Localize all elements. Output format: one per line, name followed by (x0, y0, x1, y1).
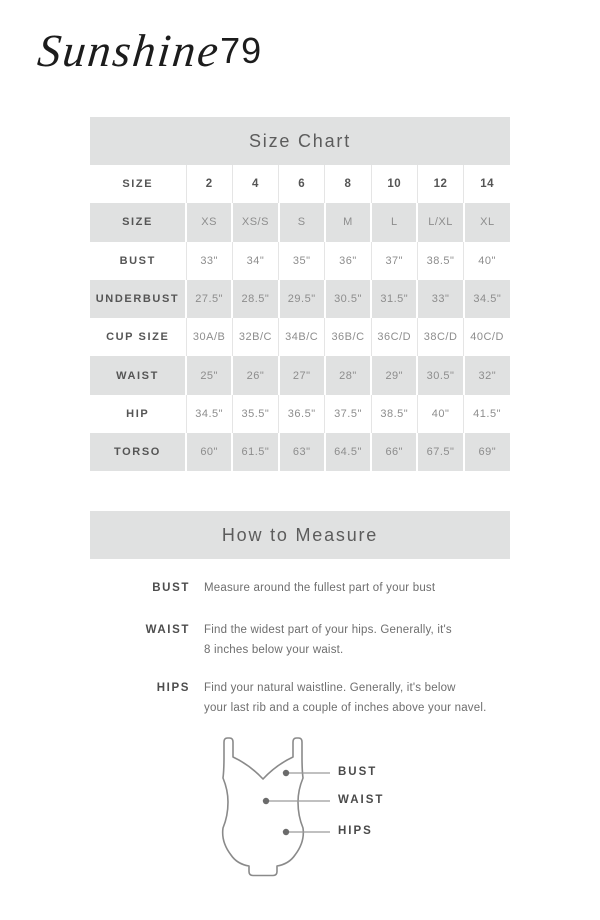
swimsuit-outline (223, 738, 304, 876)
table-row-size-letter (90, 203, 510, 241)
brand-name-number: 79 (220, 30, 263, 71)
cell: 69" (464, 433, 510, 471)
waist-point-dot (263, 798, 269, 804)
row-label: TORSO (90, 433, 186, 471)
cell: 36B/C (325, 318, 371, 356)
measure-description (204, 578, 435, 598)
measure-description-line: Find the widest part of your hips. Generally, it's (204, 624, 452, 636)
cell: 37.5" (325, 395, 371, 433)
cell: 38.5" (371, 395, 417, 433)
cell: L (371, 203, 417, 241)
cell: 28" (325, 356, 371, 394)
measure-description-line: 8 inches below your waist. (204, 644, 344, 656)
brand-logo (35, 24, 263, 84)
cell: 8 (325, 165, 371, 203)
diagram-label-waist: WAIST (338, 794, 385, 806)
cell: 33" (186, 242, 232, 280)
swimsuit-diagram (0, 725, 600, 895)
cell: 32B/C (232, 318, 278, 356)
cell: XS/S (232, 203, 278, 241)
cell: 37" (371, 242, 417, 280)
row-label: SIZE (122, 178, 154, 191)
cell: 30A/B (186, 318, 232, 356)
cell: 67.5" (417, 433, 463, 471)
cell: 35.5" (232, 395, 278, 433)
cell: 12 (417, 165, 463, 203)
measure-instructions (0, 578, 600, 736)
cell: 2 (186, 165, 232, 203)
cell: 32" (464, 356, 510, 394)
measure-item-hips (0, 678, 600, 718)
cell: 14 (464, 165, 510, 203)
cell: 66" (371, 433, 417, 471)
row-label: CUP SIZE (106, 331, 170, 344)
hips-point-dot (283, 829, 289, 835)
cell: L/XL (417, 203, 463, 241)
cell: 36" (325, 242, 371, 280)
size-chart-table (90, 165, 510, 471)
cell: 34" (232, 242, 278, 280)
cell: 36C/D (371, 318, 417, 356)
diagram-label-bust: BUST (338, 766, 378, 778)
bust-point-dot (283, 770, 289, 776)
cell: 60" (186, 433, 232, 471)
cell: 25" (186, 356, 232, 394)
row-label: BUST (119, 254, 156, 267)
diagram-label-hips: HIPS (338, 825, 373, 837)
table-row-cup-size (90, 318, 510, 356)
cell: 4 (232, 165, 278, 203)
brand-name-script: Sunshine (35, 25, 223, 76)
measure-description-line: Measure around the fullest part of your bust (204, 582, 436, 594)
measure-label: HIPS (156, 682, 190, 694)
cell: XS (186, 203, 232, 241)
cell: M (325, 203, 371, 241)
cell: 33" (417, 280, 463, 318)
measure-item-waist (0, 620, 600, 660)
measure-description (204, 678, 487, 718)
cell: 34.5" (464, 280, 510, 318)
measure-description (204, 620, 452, 660)
cell: 34B/C (279, 318, 325, 356)
cell: 38C/D (417, 318, 463, 356)
cell: 64.5" (325, 433, 371, 471)
row-label: UNDERBUST (90, 280, 186, 318)
cell: 30.5" (325, 280, 371, 318)
measure-item-bust (0, 578, 600, 598)
table-row-hip (90, 395, 510, 433)
size-chart-title: Size Chart (90, 117, 510, 165)
cell: XL (464, 203, 510, 241)
cell: 35" (279, 242, 325, 280)
cell: S (279, 203, 325, 241)
table-row-underbust (90, 280, 510, 318)
measure-label: WAIST (145, 624, 190, 636)
cell: 41.5" (464, 395, 510, 433)
row-label: WAIST (90, 356, 186, 394)
row-label: SIZE (90, 203, 186, 241)
table-row-bust (90, 242, 510, 280)
measure-label: BUST (152, 582, 190, 594)
cell: 34.5" (186, 395, 232, 433)
cell: 27.5" (186, 280, 232, 318)
cell: 36.5" (279, 395, 325, 433)
cell: 30.5" (417, 356, 463, 394)
table-row-torso (90, 433, 510, 471)
row-label: HIP (126, 407, 150, 420)
cell: 29" (371, 356, 417, 394)
how-to-measure-title: How to Measure (90, 511, 510, 559)
measure-description-line: your last rib and a couple of inches above your navel. (204, 702, 487, 714)
cell: 31.5" (371, 280, 417, 318)
cell: 38.5" (417, 242, 463, 280)
table-row-size-number (90, 165, 510, 203)
cell: 40C/D (464, 318, 510, 356)
cell: 61.5" (232, 433, 278, 471)
cell: 40" (464, 242, 510, 280)
cell: 27" (279, 356, 325, 394)
cell: 10 (371, 165, 417, 203)
measure-description-line: Find your natural waistline. Generally, it's below (204, 682, 456, 694)
cell: 6 (279, 165, 325, 203)
table-row-waist (90, 356, 510, 394)
cell: 26" (232, 356, 278, 394)
cell: 29.5" (279, 280, 325, 318)
cell: 40" (417, 395, 463, 433)
swimsuit-illustration (180, 725, 350, 885)
cell: 28.5" (232, 280, 278, 318)
cell: 63" (279, 433, 325, 471)
